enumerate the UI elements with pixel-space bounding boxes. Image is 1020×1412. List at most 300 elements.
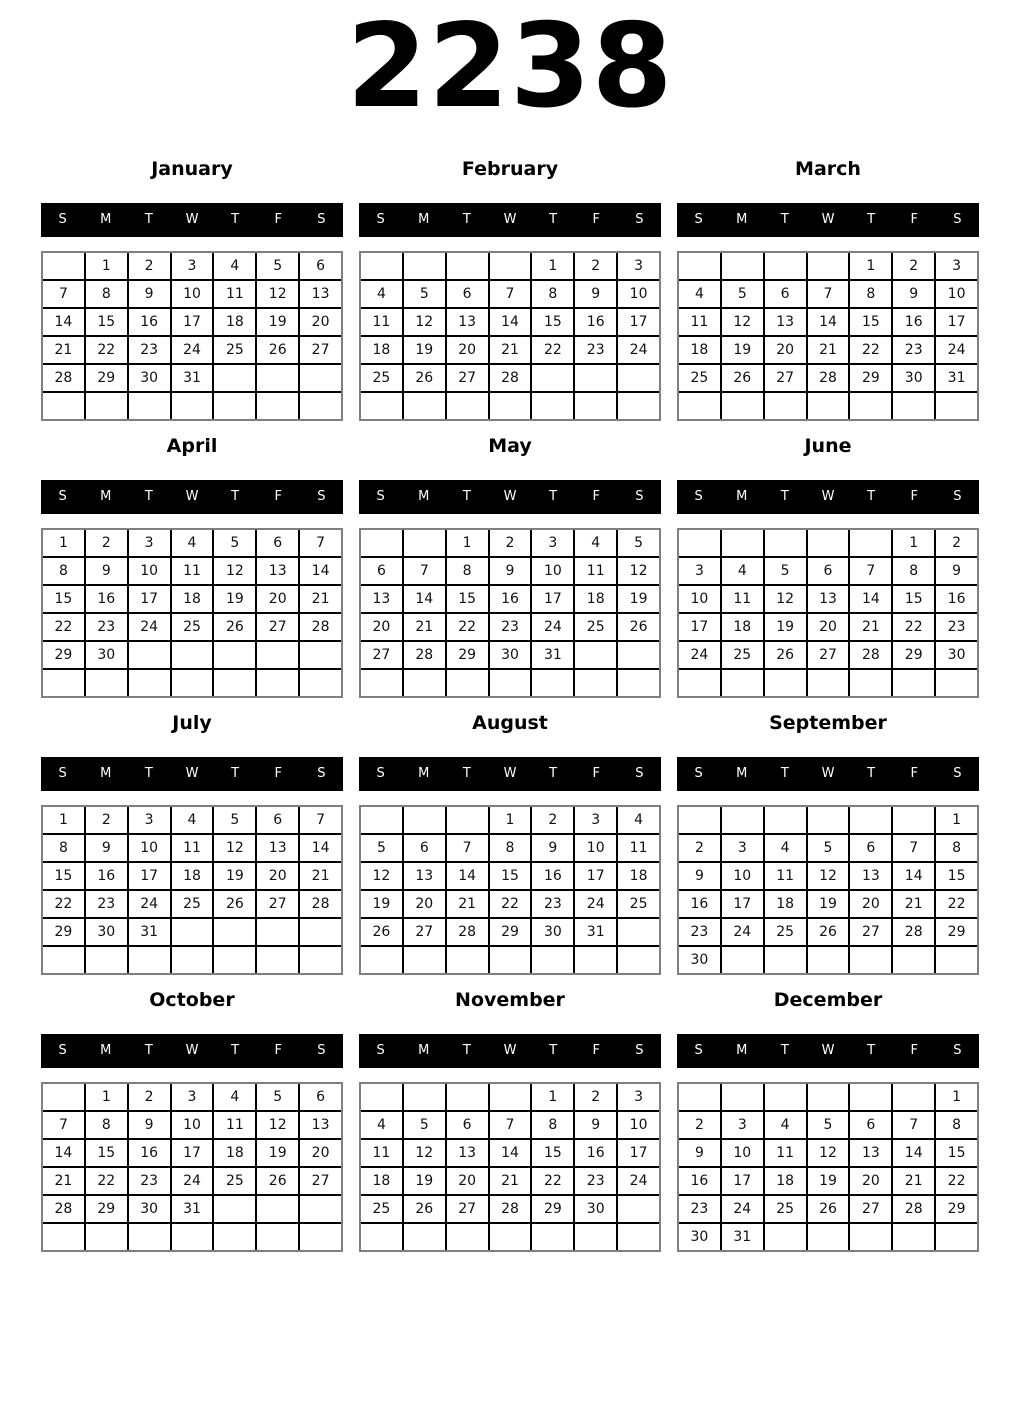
day-cell: 19 xyxy=(765,614,806,640)
day-cell: 19 xyxy=(808,1168,849,1194)
day-cell: 6 xyxy=(257,807,298,833)
day-cell: 28 xyxy=(447,919,488,945)
day-cell: 15 xyxy=(850,309,891,335)
weekday-label: M xyxy=(418,766,430,782)
empty-day-cell xyxy=(618,642,659,668)
day-cell: 4 xyxy=(575,530,616,556)
empty-day-cell xyxy=(850,670,891,696)
weekday-header-row xyxy=(359,1034,661,1068)
day-cell: 25 xyxy=(618,891,659,917)
day-cell: 10 xyxy=(679,586,720,612)
day-cell: 31 xyxy=(172,365,213,391)
month-block-november xyxy=(359,986,661,1252)
day-cell: 8 xyxy=(850,281,891,307)
day-cell: 12 xyxy=(214,835,255,861)
day-cell: 6 xyxy=(447,281,488,307)
day-cell: 24 xyxy=(722,1196,763,1222)
day-cell: 14 xyxy=(808,309,849,335)
day-cell: 18 xyxy=(679,337,720,363)
month-block-september xyxy=(677,709,979,975)
day-cell: 21 xyxy=(404,614,445,640)
day-cell: 10 xyxy=(618,281,659,307)
day-cell: 10 xyxy=(575,835,616,861)
weekday-header-row xyxy=(677,203,979,237)
empty-day-cell xyxy=(257,947,298,973)
weekday-label: S xyxy=(376,1043,385,1059)
day-cell: 9 xyxy=(532,835,573,861)
day-cell: 16 xyxy=(86,863,127,889)
weekday-label: M xyxy=(736,1043,748,1059)
day-cell: 3 xyxy=(129,530,170,556)
day-cell: 20 xyxy=(850,1168,891,1194)
day-cell: 12 xyxy=(214,558,255,584)
month-title: November xyxy=(455,988,565,1011)
empty-day-cell xyxy=(679,807,720,833)
day-cell: 28 xyxy=(43,1196,84,1222)
day-cell: 20 xyxy=(808,614,849,640)
day-cell: 11 xyxy=(618,835,659,861)
weekday-header-row xyxy=(677,480,979,514)
day-cell: 1 xyxy=(850,253,891,279)
empty-day-cell xyxy=(361,947,402,973)
empty-day-cell xyxy=(300,642,341,668)
day-cell: 2 xyxy=(679,1112,720,1138)
day-cell: 26 xyxy=(765,642,806,668)
day-cell: 12 xyxy=(722,309,763,335)
day-cell: 21 xyxy=(490,1168,531,1194)
day-cell: 30 xyxy=(575,1196,616,1222)
day-cell: 15 xyxy=(893,586,934,612)
day-cell: 12 xyxy=(361,863,402,889)
day-cell: 22 xyxy=(86,1168,127,1194)
day-cell: 6 xyxy=(850,835,891,861)
day-cell: 22 xyxy=(936,891,977,917)
month-day-grid xyxy=(41,1082,343,1252)
day-cell: 13 xyxy=(300,281,341,307)
weekday-label: S xyxy=(635,212,644,228)
empty-day-cell xyxy=(257,670,298,696)
weekday-label: S xyxy=(635,1043,644,1059)
weekday-label: F xyxy=(910,1043,919,1059)
day-cell: 4 xyxy=(214,253,255,279)
day-cell: 12 xyxy=(808,863,849,889)
day-cell: 21 xyxy=(850,614,891,640)
empty-day-cell xyxy=(532,670,573,696)
day-cell: 24 xyxy=(129,891,170,917)
day-cell: 15 xyxy=(532,309,573,335)
day-cell: 2 xyxy=(936,530,977,556)
day-cell: 19 xyxy=(618,586,659,612)
day-cell: 8 xyxy=(86,281,127,307)
day-cell: 14 xyxy=(404,586,445,612)
day-cell: 28 xyxy=(43,365,84,391)
day-cell: 7 xyxy=(43,1112,84,1138)
day-cell: 6 xyxy=(850,1112,891,1138)
weekday-label: T xyxy=(549,212,558,228)
day-cell: 20 xyxy=(850,891,891,917)
day-cell: 31 xyxy=(532,642,573,668)
weekday-label: M xyxy=(100,1043,112,1059)
day-cell: 15 xyxy=(43,586,84,612)
empty-day-cell xyxy=(214,365,255,391)
day-cell: 7 xyxy=(300,530,341,556)
day-cell: 4 xyxy=(765,835,806,861)
day-cell: 1 xyxy=(532,1084,573,1110)
day-cell: 28 xyxy=(490,365,531,391)
day-cell: 22 xyxy=(936,1168,977,1194)
day-cell: 9 xyxy=(679,863,720,889)
empty-day-cell xyxy=(129,1224,170,1250)
day-cell: 13 xyxy=(257,835,298,861)
day-cell: 24 xyxy=(575,891,616,917)
day-cell: 24 xyxy=(618,337,659,363)
day-cell: 30 xyxy=(893,365,934,391)
day-cell: 27 xyxy=(404,919,445,945)
day-cell: 23 xyxy=(575,337,616,363)
day-cell: 26 xyxy=(722,365,763,391)
month-title: January xyxy=(151,157,233,180)
month-title: August xyxy=(472,711,548,734)
day-cell: 18 xyxy=(172,863,213,889)
day-cell: 13 xyxy=(300,1112,341,1138)
weekday-label: M xyxy=(418,1043,430,1059)
empty-day-cell xyxy=(490,253,531,279)
day-cell: 19 xyxy=(722,337,763,363)
day-cell: 7 xyxy=(850,558,891,584)
day-cell: 23 xyxy=(936,614,977,640)
month-title: May xyxy=(488,434,532,457)
day-cell: 17 xyxy=(936,309,977,335)
month-title: March xyxy=(795,157,861,180)
day-cell: 3 xyxy=(575,807,616,833)
day-cell: 23 xyxy=(575,1168,616,1194)
day-cell: 27 xyxy=(447,1196,488,1222)
empty-day-cell xyxy=(808,947,849,973)
weekday-label: W xyxy=(185,1043,199,1059)
day-cell: 27 xyxy=(300,337,341,363)
day-cell: 23 xyxy=(679,1196,720,1222)
day-cell: 16 xyxy=(86,586,127,612)
empty-day-cell xyxy=(722,947,763,973)
day-cell: 9 xyxy=(129,281,170,307)
empty-day-cell xyxy=(214,1196,255,1222)
empty-day-cell xyxy=(214,642,255,668)
day-cell: 6 xyxy=(300,1084,341,1110)
day-cell: 17 xyxy=(722,891,763,917)
month-title: February xyxy=(461,157,559,180)
empty-day-cell xyxy=(722,807,763,833)
empty-day-cell xyxy=(447,947,488,973)
empty-day-cell xyxy=(532,365,573,391)
day-cell: 14 xyxy=(893,1140,934,1166)
weekday-label: F xyxy=(910,766,919,782)
empty-day-cell xyxy=(257,642,298,668)
day-cell: 9 xyxy=(129,1112,170,1138)
day-cell: 2 xyxy=(532,807,573,833)
weekday-label: W xyxy=(821,766,835,782)
weekday-label: W xyxy=(821,212,835,228)
weekday-header-row xyxy=(359,203,661,237)
day-cell: 25 xyxy=(765,919,806,945)
day-cell: 14 xyxy=(447,863,488,889)
month-title: June xyxy=(804,434,852,457)
day-cell: 18 xyxy=(361,1168,402,1194)
weekday-label: M xyxy=(736,489,748,505)
weekday-label: F xyxy=(592,1043,601,1059)
empty-day-cell xyxy=(850,807,891,833)
day-cell: 11 xyxy=(765,1140,806,1166)
empty-day-cell xyxy=(765,253,806,279)
empty-day-cell xyxy=(86,393,127,419)
day-cell: 21 xyxy=(490,337,531,363)
day-cell: 2 xyxy=(129,253,170,279)
day-cell: 4 xyxy=(722,558,763,584)
day-cell: 27 xyxy=(257,614,298,640)
day-cell: 30 xyxy=(490,642,531,668)
month-title: September xyxy=(769,711,887,734)
day-cell: 1 xyxy=(936,807,977,833)
empty-day-cell xyxy=(618,393,659,419)
weekday-label: F xyxy=(910,489,919,505)
day-cell: 26 xyxy=(214,891,255,917)
empty-day-cell xyxy=(618,1224,659,1250)
day-cell: 8 xyxy=(936,835,977,861)
day-cell: 25 xyxy=(765,1196,806,1222)
day-cell: 24 xyxy=(129,614,170,640)
weekday-label: S xyxy=(953,212,962,228)
day-cell: 19 xyxy=(404,337,445,363)
day-cell: 18 xyxy=(214,1140,255,1166)
day-cell: 21 xyxy=(300,586,341,612)
month-block-march xyxy=(677,155,979,421)
day-cell: 9 xyxy=(86,835,127,861)
empty-day-cell xyxy=(808,530,849,556)
empty-day-cell xyxy=(490,393,531,419)
empty-day-cell xyxy=(765,670,806,696)
empty-day-cell xyxy=(300,365,341,391)
empty-day-cell xyxy=(575,670,616,696)
empty-day-cell xyxy=(765,947,806,973)
day-cell: 29 xyxy=(936,1196,977,1222)
month-block-may xyxy=(359,432,661,698)
day-cell: 4 xyxy=(214,1084,255,1110)
day-cell: 19 xyxy=(361,891,402,917)
day-cell: 8 xyxy=(936,1112,977,1138)
day-cell: 2 xyxy=(490,530,531,556)
empty-day-cell xyxy=(172,642,213,668)
day-cell: 23 xyxy=(532,891,573,917)
day-cell: 3 xyxy=(172,1084,213,1110)
weekday-label: T xyxy=(144,1043,153,1059)
day-cell: 5 xyxy=(214,530,255,556)
weekday-label: S xyxy=(376,489,385,505)
day-cell: 22 xyxy=(43,614,84,640)
day-cell: 25 xyxy=(722,642,763,668)
empty-day-cell xyxy=(257,393,298,419)
empty-day-cell xyxy=(722,530,763,556)
empty-day-cell xyxy=(893,947,934,973)
day-cell: 22 xyxy=(850,337,891,363)
day-cell: 27 xyxy=(300,1168,341,1194)
month-day-grid xyxy=(677,805,979,975)
day-cell: 19 xyxy=(214,586,255,612)
weekday-label: S xyxy=(694,766,703,782)
weekday-label: T xyxy=(549,489,558,505)
day-cell: 26 xyxy=(808,919,849,945)
empty-day-cell xyxy=(172,919,213,945)
day-cell: 17 xyxy=(129,863,170,889)
empty-day-cell xyxy=(618,365,659,391)
day-cell: 19 xyxy=(257,1140,298,1166)
month-block-december xyxy=(677,986,979,1252)
empty-day-cell xyxy=(850,947,891,973)
month-day-grid xyxy=(41,805,343,975)
day-cell: 29 xyxy=(936,919,977,945)
day-cell: 26 xyxy=(404,365,445,391)
day-cell: 13 xyxy=(447,309,488,335)
weekday-label: F xyxy=(592,212,601,228)
weekday-label: T xyxy=(780,1043,789,1059)
empty-day-cell xyxy=(532,1224,573,1250)
empty-day-cell xyxy=(618,1196,659,1222)
day-cell: 30 xyxy=(86,642,127,668)
empty-day-cell xyxy=(722,1084,763,1110)
day-cell: 10 xyxy=(618,1112,659,1138)
day-cell: 26 xyxy=(618,614,659,640)
day-cell: 11 xyxy=(361,1140,402,1166)
day-cell: 5 xyxy=(618,530,659,556)
empty-day-cell xyxy=(300,947,341,973)
day-cell: 29 xyxy=(893,642,934,668)
day-cell: 3 xyxy=(172,253,213,279)
day-cell: 28 xyxy=(300,891,341,917)
day-cell: 10 xyxy=(722,1140,763,1166)
day-cell: 8 xyxy=(447,558,488,584)
empty-day-cell xyxy=(257,365,298,391)
month-block-april xyxy=(41,432,343,698)
day-cell: 14 xyxy=(490,1140,531,1166)
weekday-header-row xyxy=(359,757,661,791)
day-cell: 14 xyxy=(43,1140,84,1166)
day-cell: 5 xyxy=(214,807,255,833)
day-cell: 1 xyxy=(86,1084,127,1110)
empty-day-cell xyxy=(936,670,977,696)
day-cell: 26 xyxy=(257,337,298,363)
day-cell: 9 xyxy=(575,1112,616,1138)
day-cell: 2 xyxy=(575,253,616,279)
day-cell: 4 xyxy=(618,807,659,833)
day-cell: 22 xyxy=(43,891,84,917)
day-cell: 5 xyxy=(722,281,763,307)
day-cell: 9 xyxy=(490,558,531,584)
empty-day-cell xyxy=(575,1224,616,1250)
day-cell: 1 xyxy=(43,530,84,556)
empty-day-cell xyxy=(43,393,84,419)
day-cell: 23 xyxy=(86,891,127,917)
empty-day-cell xyxy=(447,393,488,419)
day-cell: 12 xyxy=(765,586,806,612)
day-cell: 6 xyxy=(765,281,806,307)
day-cell: 2 xyxy=(86,807,127,833)
day-cell: 28 xyxy=(893,1196,934,1222)
empty-day-cell xyxy=(722,253,763,279)
day-cell: 21 xyxy=(893,891,934,917)
empty-day-cell xyxy=(490,947,531,973)
weekday-header-row xyxy=(359,480,661,514)
weekday-label: S xyxy=(953,1043,962,1059)
day-cell: 24 xyxy=(172,1168,213,1194)
day-cell: 24 xyxy=(618,1168,659,1194)
empty-day-cell xyxy=(214,393,255,419)
day-cell: 13 xyxy=(257,558,298,584)
empty-day-cell xyxy=(679,1084,720,1110)
day-cell: 15 xyxy=(532,1140,573,1166)
empty-day-cell xyxy=(679,530,720,556)
day-cell: 5 xyxy=(404,1112,445,1138)
empty-day-cell xyxy=(300,1196,341,1222)
day-cell: 31 xyxy=(936,365,977,391)
day-cell: 20 xyxy=(765,337,806,363)
empty-day-cell xyxy=(447,1224,488,1250)
empty-day-cell xyxy=(936,1224,977,1250)
day-cell: 21 xyxy=(808,337,849,363)
empty-day-cell xyxy=(361,807,402,833)
month-block-june xyxy=(677,432,979,698)
weekday-label: T xyxy=(231,489,240,505)
weekday-label: F xyxy=(274,212,283,228)
empty-day-cell xyxy=(361,393,402,419)
weekday-label: M xyxy=(100,212,112,228)
day-cell: 31 xyxy=(129,919,170,945)
day-cell: 21 xyxy=(43,337,84,363)
day-cell: 17 xyxy=(618,1140,659,1166)
weekday-label: M xyxy=(418,212,430,228)
empty-day-cell xyxy=(404,947,445,973)
day-cell: 17 xyxy=(172,309,213,335)
day-cell: 7 xyxy=(490,281,531,307)
day-cell: 28 xyxy=(300,614,341,640)
day-cell: 18 xyxy=(172,586,213,612)
empty-day-cell xyxy=(257,1224,298,1250)
day-cell: 16 xyxy=(679,891,720,917)
day-cell: 20 xyxy=(300,1140,341,1166)
weekday-label: F xyxy=(274,489,283,505)
month-day-grid xyxy=(359,1082,661,1252)
day-cell: 27 xyxy=(447,365,488,391)
day-cell: 10 xyxy=(129,835,170,861)
day-cell: 16 xyxy=(532,863,573,889)
empty-day-cell xyxy=(86,947,127,973)
day-cell: 3 xyxy=(722,1112,763,1138)
day-cell: 12 xyxy=(257,281,298,307)
day-cell: 23 xyxy=(893,337,934,363)
day-cell: 8 xyxy=(532,281,573,307)
day-cell: 7 xyxy=(300,807,341,833)
day-cell: 22 xyxy=(532,1168,573,1194)
day-cell: 18 xyxy=(765,891,806,917)
empty-day-cell xyxy=(893,670,934,696)
day-cell: 11 xyxy=(214,281,255,307)
weekday-label: S xyxy=(694,1043,703,1059)
day-cell: 17 xyxy=(722,1168,763,1194)
weekday-label: T xyxy=(549,1043,558,1059)
empty-day-cell xyxy=(404,530,445,556)
month-day-grid xyxy=(41,528,343,698)
day-cell: 11 xyxy=(214,1112,255,1138)
empty-day-cell xyxy=(575,947,616,973)
empty-day-cell xyxy=(447,807,488,833)
empty-day-cell xyxy=(936,393,977,419)
